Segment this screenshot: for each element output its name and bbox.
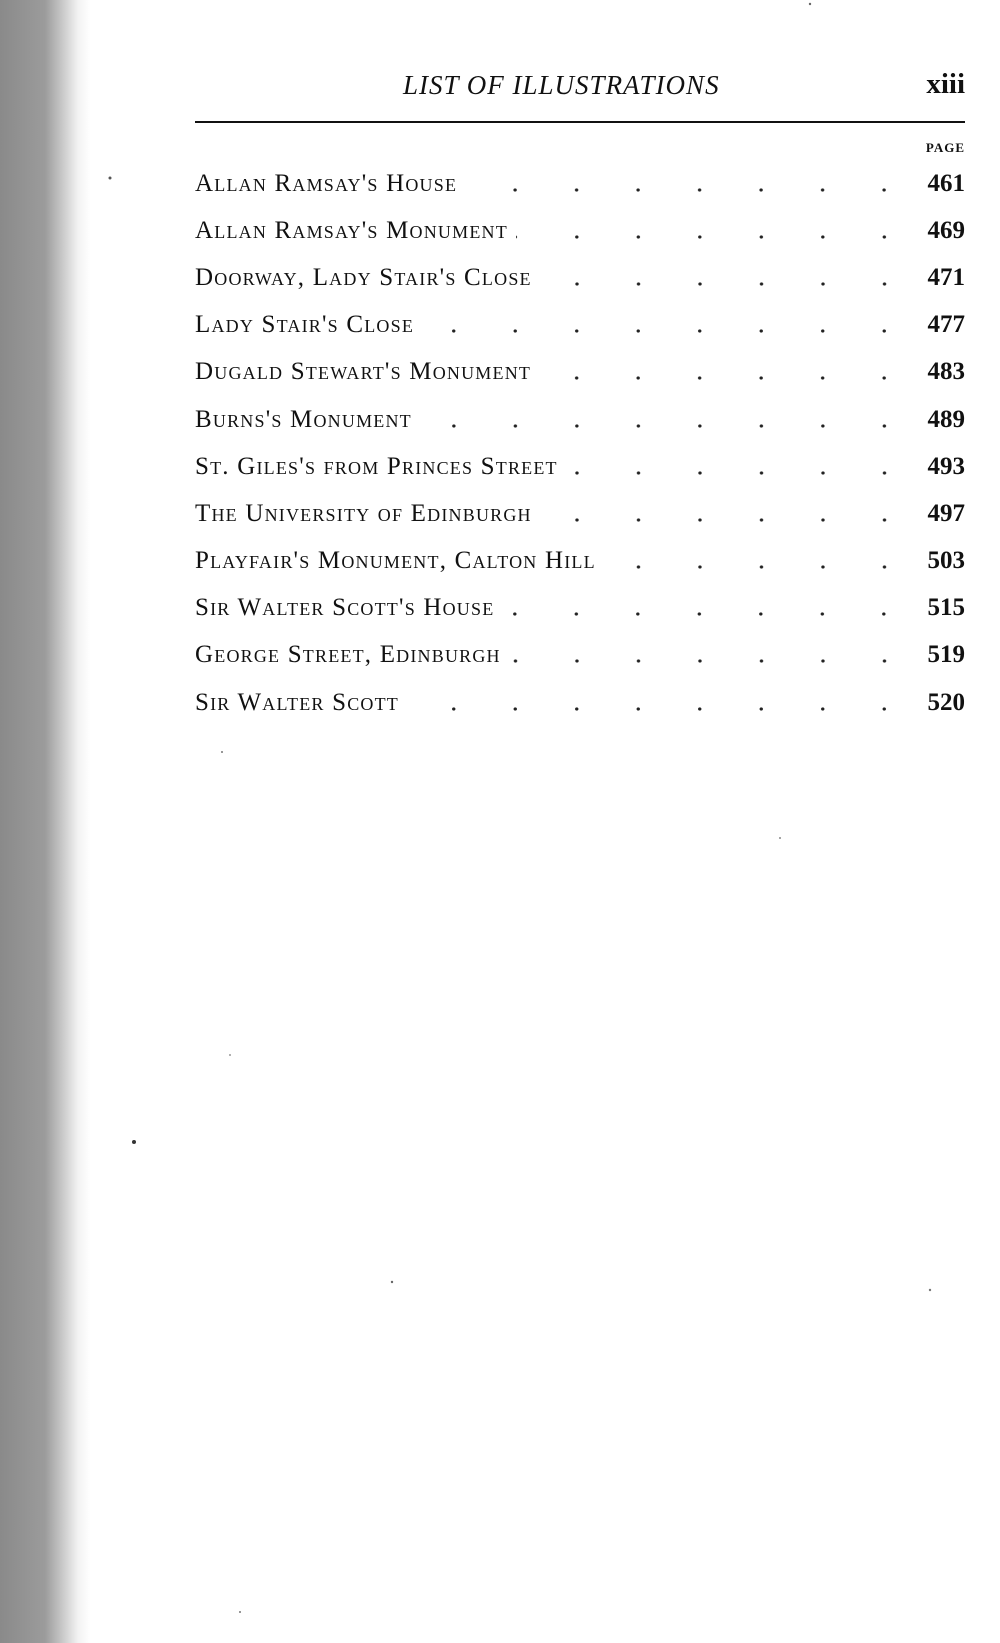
entry-title: Sir Walter Scott (195, 689, 407, 717)
list-item (195, 679, 965, 726)
page-gutter-shadow (0, 0, 90, 1643)
header-rule (195, 121, 965, 123)
entry-page-number: 515 (927, 594, 965, 622)
entry-title: Allan Ramsay's Monument (195, 217, 516, 245)
entry-page-number: 471 (927, 263, 965, 291)
dot-leader (502, 612, 915, 616)
entry-title: George Street, Edinburgh (195, 641, 509, 669)
entry-page-number: 497 (927, 499, 965, 527)
entry-title: Allan Ramsay's House (195, 170, 465, 198)
dot-leader (420, 424, 915, 428)
dot-leader (540, 282, 915, 286)
list-item (195, 160, 965, 207)
entry-page-number: 519 (927, 641, 965, 669)
list-item (195, 207, 965, 254)
list-item (195, 302, 965, 349)
running-head (195, 66, 965, 106)
entry-page-number: 477 (927, 311, 965, 339)
dot-leader (604, 565, 915, 569)
entry-page-number: 493 (927, 452, 965, 480)
list-item (195, 349, 965, 396)
dot-leader (465, 188, 915, 192)
list-item (195, 585, 965, 632)
dot-leader (539, 376, 915, 380)
entry-page-number: 489 (927, 405, 965, 433)
entry-title: Dugald Stewart's Monument (195, 358, 539, 386)
list-item (195, 632, 965, 679)
entry-page-number: 483 (927, 358, 965, 386)
entry-page-number: 503 (927, 547, 965, 575)
list-item (195, 490, 965, 537)
entry-title: Playfair's Monument, Calton Hill (195, 547, 604, 575)
entry-page-number: 520 (927, 688, 965, 716)
list-item (195, 254, 965, 301)
entry-title: Doorway, Lady Stair's Close (195, 264, 540, 292)
entry-title: Burns's Monument (195, 406, 420, 434)
entry-title: Lady Stair's Close (195, 311, 422, 339)
dot-leader (516, 235, 915, 239)
page-column-label: PAGE (925, 140, 965, 155)
list-item (195, 538, 965, 585)
list-item (195, 396, 965, 443)
dot-leader (566, 471, 915, 475)
running-title: LIST OF ILLUSTRATIONS (403, 70, 720, 100)
entry-page-number: 461 (927, 169, 965, 197)
entry-title: St. Giles's from Princes Street (195, 453, 566, 481)
illustration-list (195, 160, 965, 726)
page-number: xiii (926, 68, 965, 100)
dot-leader (422, 329, 915, 333)
dot-leader (509, 659, 915, 663)
entry-page-number: 469 (927, 216, 965, 244)
list-item (195, 443, 965, 490)
dot-leader (540, 518, 915, 522)
entry-title: Sir Walter Scott's House (195, 594, 502, 622)
entry-title: The University of Edinburgh (195, 500, 540, 528)
dot-leader (407, 707, 915, 711)
